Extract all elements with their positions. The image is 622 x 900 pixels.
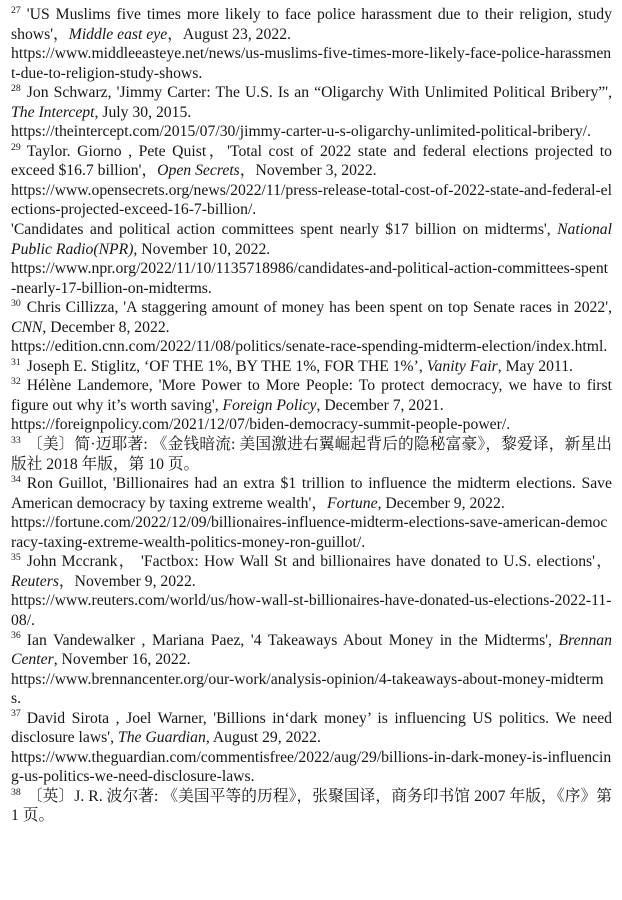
citation-text bbox=[11, 298, 612, 337]
footnote-30 bbox=[11, 298, 612, 357]
citation-url: https://fortune.com/2022/12/09/billionaires-influence-midterm-elections-save-american-democracy-taxing-extreme-wealth-politics-money-ron-guillot/. bbox=[11, 514, 608, 551]
citation-segment: Joseph E. Stiglitz, ‘OF THE 1%, BY THE 1%, FOR THE 1%’, bbox=[26, 357, 427, 375]
citation-segment: , May 2011. bbox=[497, 357, 573, 375]
citation-segment: , November 16, 2022. bbox=[53, 651, 191, 669]
citation-url: https://www.brennancenter.org/our-work/analysis-opinion/4-takeaways-about-money-midterms. bbox=[11, 670, 604, 708]
publication-name: Open Secrets bbox=[157, 162, 240, 180]
publication-name: CNN bbox=[11, 318, 43, 336]
footnote-number: 31 bbox=[11, 356, 21, 368]
citation-url: https://www.middleeasteye.net/news/us-muslims-five-times-more-likely-face-police-harassment-due-to-religion-study-shows. bbox=[11, 45, 612, 82]
footnote-32 bbox=[11, 376, 612, 435]
citation-url: https://www.npr.org/2022/11/10/1135718986/candidates-and-political-action-committees-spent-nearly-17-billion-on-midterms. bbox=[11, 260, 609, 297]
footnote-number: 38 bbox=[11, 786, 21, 798]
publication-name: Brennan Center bbox=[11, 631, 612, 669]
citation-text bbox=[11, 709, 612, 748]
citation-segment: David Sirota , Joel Warner, 'Billions in‘dark money’ is influencing US politics. We need disclosure laws', bbox=[11, 709, 612, 747]
citation-segment: , July 30, 2015. bbox=[94, 103, 192, 121]
footnote-number: 29 bbox=[11, 141, 21, 153]
citation-segment: Hélène Landemore, 'More Power to More People: To protect democracy, we have to first figure out why it’s worth saving', bbox=[11, 377, 612, 414]
citation-text bbox=[11, 220, 612, 259]
footnote-36 bbox=[11, 631, 612, 709]
footnote-33 bbox=[11, 435, 612, 474]
citation-text bbox=[11, 357, 612, 377]
citation-segment: John Mccrank， 'Factbox: How Wall St and billionaires have donated to U.S. elections'， bbox=[26, 553, 612, 571]
footnote-number: 35 bbox=[11, 552, 21, 564]
publication-name: National Public Radio(NPR) bbox=[11, 221, 612, 258]
citation-url: https://www.reuters.com/world/us/how-wall-st-billionaires-have-donated-us-elections-2022-11-08/. bbox=[11, 592, 612, 629]
footnote-35 bbox=[11, 552, 612, 630]
citation-text bbox=[11, 142, 612, 181]
footnote-number: 27 bbox=[11, 4, 21, 16]
citation-segment: Ron Guillot, 'Billionaires had an extra $1 trillion to influence the midterm elections. Save American democracy by taxing extreme wealth'， bbox=[11, 475, 612, 512]
citation-url: https://www.theguardian.com/commentisfree/2022/aug/29/billions-in-dark-money-is-influencing-us-politics-we-need-disclosure-laws. bbox=[11, 748, 612, 786]
footnote-number: 36 bbox=[11, 630, 21, 642]
citation-url: https://edition.cnn.com/2022/11/08/politics/senate-race-spending-midterm-election/index.html. bbox=[11, 338, 608, 356]
citation-segment: Ian Vandewalker , Mariana Paez, '4 Takeaways About Money in the Midterms', bbox=[26, 631, 559, 649]
citation-text bbox=[11, 83, 612, 122]
citation-segment: , December 9, 2022. bbox=[377, 494, 505, 512]
citation-segment: 〔美〕简·迈耶著: 《金钱暗流: 美国激进右翼崛起背后的隐秘富豪》，黎爱译，新星出版社 2018 年版，第 10 页。 bbox=[11, 436, 612, 473]
footnote-number: 34 bbox=[11, 473, 21, 485]
citation-text bbox=[11, 435, 612, 474]
publication-name: Vanity Fair bbox=[426, 357, 498, 375]
citation-segment: Chris Cillizza, 'A staggering amount of money has been spent on top Senate races in 2022', bbox=[26, 299, 612, 317]
citation-segment: , December 8, 2022. bbox=[42, 318, 170, 336]
footnote-31 bbox=[11, 357, 612, 377]
citation-segment: Jon Schwarz, 'Jimmy Carter: The U.S. Is an “Oligarchy With Unlimited Political Bribery”', bbox=[26, 84, 612, 102]
citation-segment: 'US Muslims five times more likely to face police harassment due to their religion, study shows'， bbox=[11, 6, 612, 43]
footnote-28 bbox=[11, 83, 612, 142]
citation-text bbox=[11, 5, 612, 44]
citation-segment: 〔英〕J. R. 波尔著: 《美国平等的历程》，张聚国译，商务印书馆 2007 年版，《序》第 1 页。 bbox=[11, 787, 612, 825]
footnote-number: 33 bbox=[11, 434, 21, 446]
footnote-37 bbox=[11, 709, 612, 787]
footnote-27 bbox=[11, 5, 612, 83]
citation-text bbox=[11, 376, 612, 415]
footnote-38 bbox=[11, 787, 612, 826]
citation-segment: ，August 23, 2022. bbox=[167, 25, 291, 43]
citation-segment: ，November 9, 2022. bbox=[58, 572, 196, 590]
citation-url: https://foreignpolicy.com/2021/12/07/biden-democracy-summit-people-power/. bbox=[11, 416, 511, 434]
footnote-number: 30 bbox=[11, 297, 21, 309]
publication-name: The Intercept bbox=[11, 103, 95, 121]
citation-segment: 'Candidates and political action committees spent nearly $17 billion on midterms', bbox=[11, 221, 558, 239]
citation-segment: , December 7, 2021. bbox=[316, 396, 444, 414]
citation-segment: , August 29, 2022. bbox=[205, 729, 321, 747]
publication-name: Fortune bbox=[327, 494, 378, 512]
publication-name: Reuters bbox=[11, 572, 59, 590]
publication-name: Foreign Policy bbox=[222, 396, 317, 414]
citation-text bbox=[11, 552, 612, 591]
citation-text bbox=[11, 787, 612, 826]
citation-segment: Taylor. Giorno , Pete Quist，'Total cost of 2022 state and federal elections projected to exceed $16.7 billion'， bbox=[11, 142, 612, 180]
footnote-34 bbox=[11, 474, 612, 552]
footnote-number: 37 bbox=[11, 708, 21, 720]
footnote-list bbox=[11, 5, 612, 826]
footnote-29 bbox=[11, 142, 612, 298]
publication-name: Middle east eye bbox=[68, 25, 168, 43]
citation-url: https://theintercept.com/2015/07/30/jimmy-carter-u-s-oligarchy-unlimited-political-bribery/. bbox=[11, 123, 591, 141]
citation-segment: ，November 3, 2022. bbox=[239, 162, 377, 180]
citation-segment: , November 10, 2022. bbox=[133, 240, 271, 258]
citation-text bbox=[11, 474, 612, 513]
footnote-number: 28 bbox=[11, 82, 21, 94]
publication-name: The Guardian bbox=[117, 729, 206, 747]
footnote-number: 32 bbox=[11, 376, 21, 388]
citation-text bbox=[11, 631, 612, 670]
citation-url: https://www.opensecrets.org/news/2022/11/press-release-total-cost-of-2022-state-and-federal-elections-projected-exceed-16-7-billion/. bbox=[11, 181, 613, 219]
